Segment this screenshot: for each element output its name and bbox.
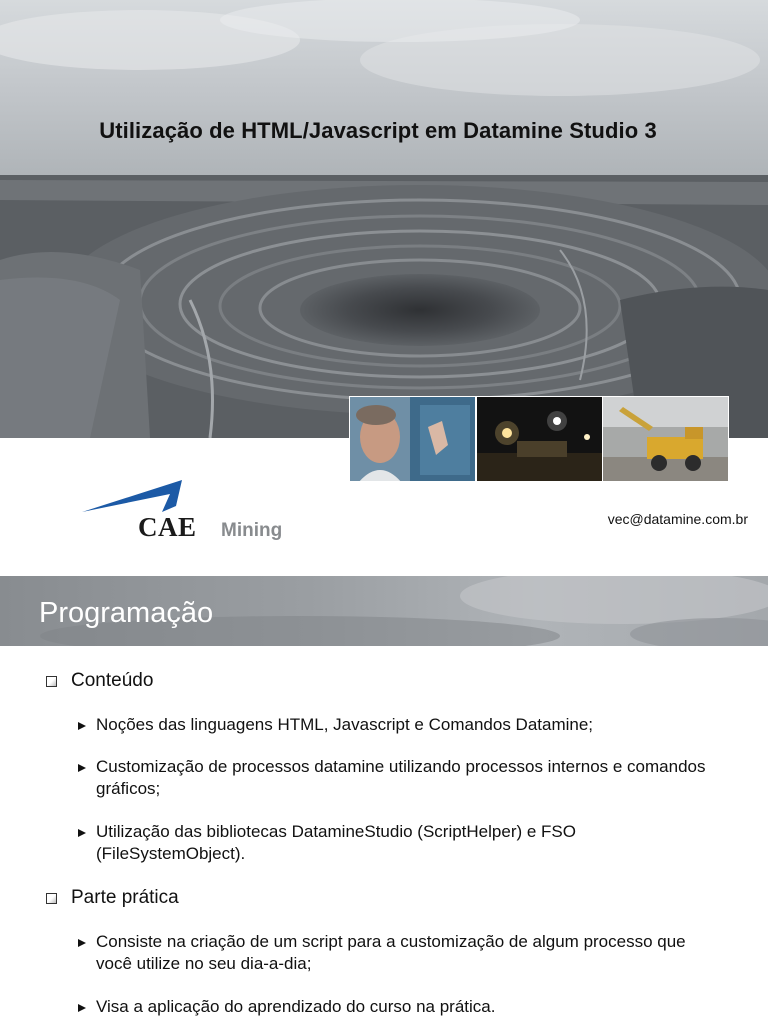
triangle-bullet-icon [78,1004,86,1012]
logo-mining-text: Mining [221,520,283,541]
section-parte-pratica [46,887,179,909]
logo-cae-text: CAE [138,512,197,542]
slide-heading: Programação [39,597,214,629]
section-conteudo [46,670,153,692]
mine-landscape-illustration [0,0,768,438]
slide-header-banner [0,576,768,646]
list-item [78,821,718,865]
list-item-text: Noções das linguagens HTML, Javascript e Comandos Datamine; [96,715,594,734]
list-item [78,714,718,736]
list-item-text: Visa a aplicação do aprendizado do curso na prática. [96,997,496,1016]
cae-wing-icon [78,476,188,516]
triangle-bullet-icon [78,722,86,730]
content-slide [0,576,768,1024]
open-pit-mine-photo [0,0,768,438]
contact-email: vec@datamine.com.br [607,511,748,527]
excavator-truck-photo [602,396,729,482]
list-item [78,931,718,975]
list-item-text: Customização de processos datamine utilizando processos internos e comandos gráficos; [96,757,706,798]
engineer-touchscreen-photo [349,396,476,482]
night-mine-lights-photo [476,396,603,482]
list-item [78,756,718,800]
list-item-text: Utilização das bibliotecas DatamineStudio (ScriptHelper) e FSO (FileSystemObject). [96,822,576,863]
list-item [78,996,718,1018]
triangle-bullet-icon [78,939,86,947]
presentation-title: Utilização de HTML/Javascript em Datamine Studio 3 [99,118,657,143]
square-bullet-icon [46,893,57,904]
triangle-bullet-icon [78,829,86,837]
list-item-text: Consiste na criação de um script para a customização de algum processo que você utilize no seu dia-a-dia; [96,932,686,973]
square-bullet-icon [46,676,57,687]
triangle-bullet-icon [78,764,86,772]
section-label: Conteúdo [71,670,154,691]
section-label: Parte prática [71,887,179,908]
cae-mining-logo [78,476,288,548]
